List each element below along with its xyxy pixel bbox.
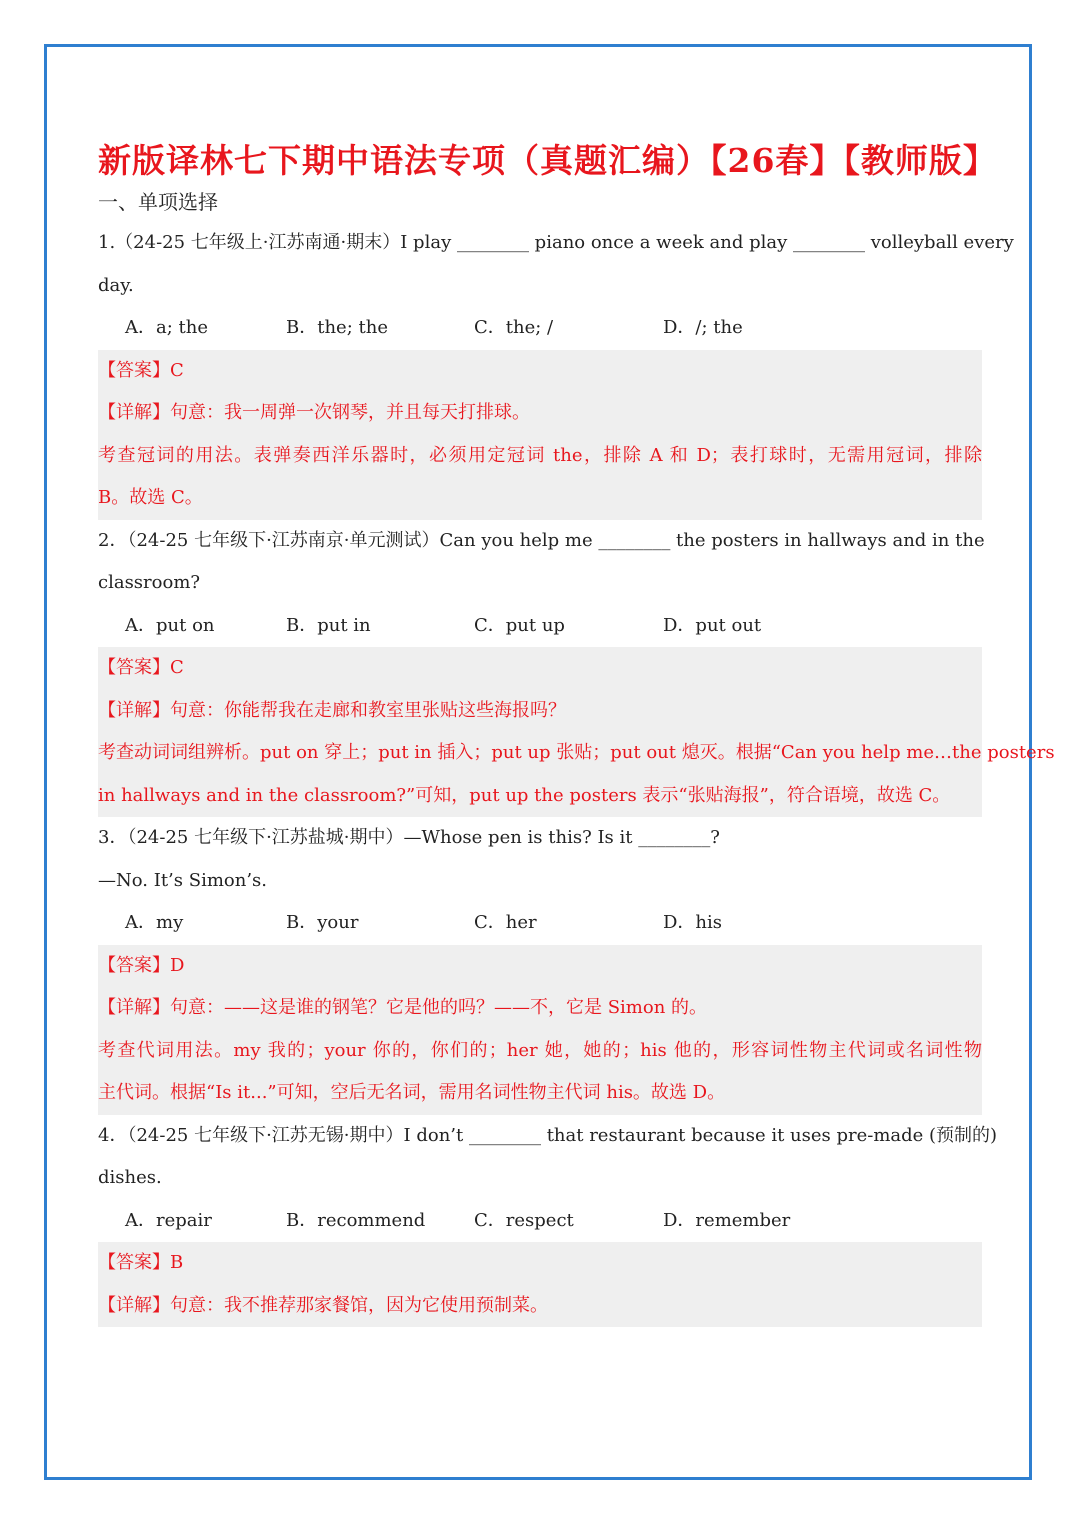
question-block xyxy=(98,222,1014,520)
question-block xyxy=(98,817,982,1115)
option-d: D．remember xyxy=(663,1209,791,1231)
option-a: A．a; the xyxy=(125,317,208,338)
options-row xyxy=(98,307,982,350)
question-text-line: 2．（24-25 七年级下·江苏南京·单元测试）Can you help me ________ the posters in hallways and in the xyxy=(98,529,985,551)
option-a: A．my xyxy=(125,912,184,933)
question-block xyxy=(98,1115,998,1328)
options-row xyxy=(98,605,982,648)
detail-line: 【详解】句意：——这是谁的钢笔？它是他的吗？——不，它是 Simon 的。 xyxy=(98,997,708,1018)
answer-line: 【答案】C xyxy=(98,359,184,381)
options-row xyxy=(98,902,982,945)
option-b: B．put in xyxy=(286,614,371,636)
option-b: B．your xyxy=(286,912,359,933)
answer-block xyxy=(98,1242,982,1327)
question-text-line: classroom? xyxy=(98,572,201,593)
section-heading: 一、单项选择 xyxy=(98,190,218,214)
option-d: D．/; the xyxy=(663,317,743,338)
option-a: A．repair xyxy=(125,1209,212,1231)
option-a: A．put on xyxy=(125,614,215,636)
question-text-line: 1.（24-25 七年级上·江苏南通·期末）I play ________ piano once a week and play ________ volleyball every xyxy=(98,232,1014,253)
question-text-line: 4．（24-25 七年级下·江苏无锡·期中）I don’t ________ that restaurant because it uses pre-made (预制的) xyxy=(98,1124,998,1146)
answer-block xyxy=(98,647,1055,817)
answer-line: 【答案】D xyxy=(98,954,185,976)
detail-line: 【详解】句意：你能帮我在走廊和教室里张贴这些海报吗？ xyxy=(98,699,566,721)
question-block xyxy=(98,520,1055,818)
option-c: C．her xyxy=(474,912,537,933)
detail-line: 考查动词词组辨析。put on 穿上；put in 插入；put up 张贴；put out 熄灭。根据“Can you help me…the posters xyxy=(98,742,1055,763)
option-c: C．the; / xyxy=(474,317,554,338)
option-d: D．his xyxy=(663,912,723,933)
detail-line: 主代词。根据“Is it...”可知，空后无名词，需用名词性物主代词 his。故选 D。 xyxy=(98,1082,726,1103)
answer-block xyxy=(98,945,982,1115)
option-c: C．put up xyxy=(474,614,565,636)
detail-line: 【详解】句意：我一周弹一次钢琴，并且每天打排球。 xyxy=(98,402,530,423)
detail-line: B。故选 C。 xyxy=(98,487,203,508)
question-text-line: dishes. xyxy=(98,1167,162,1188)
question-text-line: —No. It’s Simon’s. xyxy=(98,869,268,891)
question-text-line: day. xyxy=(98,274,134,296)
detail-line: 考查代词用法。my 我的；your 你的，你们的；her 她，她的；his 他的，形容词性物主代词或名词性物 xyxy=(98,1039,982,1061)
document-body xyxy=(98,136,1055,1327)
options-row xyxy=(98,1200,982,1243)
answer-line: 【答案】C xyxy=(98,657,184,678)
detail-line: 【详解】句意：我不推荐那家餐馆，因为它使用预制菜。 xyxy=(98,1294,548,1316)
detail-line: 考查冠词的用法。表弹奏西洋乐器时，必须用定冠词 the，排除 A 和 D；表打球时，无需用冠词，排除 xyxy=(98,444,982,466)
detail-line: in hallways and in the classroom?”可知，put up the posters 表示“张贴海报”，符合语境，故选 C。 xyxy=(98,784,951,806)
question-text-line: 3．（24-25 七年级下·江苏盐城·期中）—Whose pen is this? Is it ________? xyxy=(98,827,720,848)
document-title: 新版译林七下期中语法专项（真题汇编）【26春】【教师版】 xyxy=(98,141,997,180)
option-c: C．respect xyxy=(474,1209,574,1231)
option-d: D．put out xyxy=(663,614,762,636)
option-b: B．the; the xyxy=(286,317,388,338)
answer-line: 【答案】B xyxy=(98,1252,184,1273)
option-b: B．recommend xyxy=(286,1209,426,1231)
answer-block xyxy=(98,350,982,520)
